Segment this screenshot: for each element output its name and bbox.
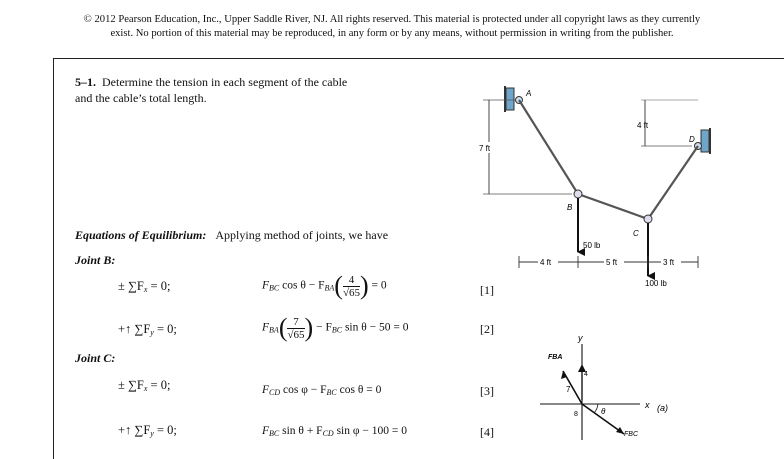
equation-4 <box>262 425 407 438</box>
c-sum-fx-sub: x <box>143 384 148 393</box>
eq1-tail: = 0 <box>368 279 387 292</box>
sum-fx-rest: = 0; <box>147 279 171 293</box>
joint-b-sum-fx <box>118 279 170 294</box>
fbd-label-fba: FBA <box>548 354 563 361</box>
label-a: A <box>526 89 532 98</box>
equation-2: $F_{BA}$( $\frac{7}{√65}$ ) − $F_{BC}$ sin θ − 50 = 0 <box>262 313 409 342</box>
eq1-denominator: √65 <box>342 286 360 299</box>
eq2-mid-sub: BC <box>331 325 343 335</box>
label-c: C <box>633 229 639 238</box>
c-sum-fy-sub: y <box>150 429 154 438</box>
eq2-fraction <box>287 316 304 341</box>
sum-fx-sub: x <box>143 285 148 294</box>
fbd-label-4: 4 <box>584 371 588 378</box>
equilibrium-title: Equations of Equilibrium: <box>75 228 207 242</box>
eq2-f1-sub: BA <box>269 325 279 335</box>
sum-fy-sub: y <box>150 328 154 337</box>
equilibrium-intro: Applying method of joints, we have <box>215 228 389 242</box>
sum-fy-label: +↑ ∑F <box>118 322 151 336</box>
equation-3-number: [3] <box>480 384 494 398</box>
problem-statement <box>75 74 347 106</box>
copyright-notice <box>0 13 784 41</box>
eq1-f1-sub: BC <box>269 283 280 293</box>
joint-b <box>574 190 582 198</box>
fbd-label-x: x <box>645 400 650 410</box>
eq4-f1-sub: BC <box>269 429 280 438</box>
joint-c-sum-fx <box>118 378 170 393</box>
fbd-label-8: 8 <box>574 411 578 418</box>
fbd-label-y: y <box>578 333 583 343</box>
equation-4-number: [4] <box>480 425 494 439</box>
fbd-label-fbc: FBC <box>624 431 638 438</box>
dim-5ft: 5 ft <box>606 258 618 267</box>
label-d: D <box>689 135 695 144</box>
problem-text-line-1: Determine the tension in each segment of the cable <box>102 75 348 89</box>
eq3-mid: cos φ − F <box>280 384 327 396</box>
eq1-numerator: 4 <box>343 274 360 287</box>
joint-c-sum-fy <box>118 423 177 438</box>
joint-b-sum-fy <box>118 322 177 337</box>
equilibrium-heading <box>75 228 388 243</box>
fbd-label-theta: θ <box>601 407 606 416</box>
eq2-f1: F <box>262 321 270 334</box>
eq1-f2-sub: BA <box>324 283 335 293</box>
free-body-diagram <box>535 330 705 441</box>
joint-c-title: Joint C: <box>75 351 116 365</box>
eq2-tail: sin θ − 50 = 0 <box>342 321 409 334</box>
eq2-numerator: 7 <box>287 316 304 329</box>
c-sum-fy-label: +↑ ∑F <box>118 423 151 437</box>
dim-4ft-right: 4 ft <box>637 121 649 130</box>
eq2-denominator: √65 <box>287 328 305 341</box>
cable <box>519 100 698 219</box>
dim-7ft: 7 ft <box>479 144 491 153</box>
load-b-label: 50 lb <box>583 241 601 250</box>
eq4-mid: sin θ + F <box>279 425 323 437</box>
c-sum-fx-rest: = 0; <box>147 378 171 392</box>
eq4-f1: F <box>262 425 270 437</box>
equation-3 <box>262 384 381 397</box>
support-a <box>505 86 523 112</box>
equation-2-number: [2] <box>480 322 494 336</box>
c-sum-fy-rest: = 0; <box>153 423 177 437</box>
eq3-tail: cos θ = 0 <box>336 384 382 396</box>
fbd-label-7: 7 <box>566 385 571 394</box>
equation-1-number: [1] <box>480 283 494 297</box>
problem-text-line-2: and the cable’s total length. <box>75 91 207 105</box>
dim-4ft: 4 ft <box>540 258 552 267</box>
eq4-tail: sin φ − 100 = 0 <box>333 425 407 437</box>
load-c-label: 100 lb <box>645 279 667 288</box>
support-d <box>695 128 711 154</box>
eq1-fraction <box>343 274 360 299</box>
eq3-f1-sub: CD <box>269 388 281 397</box>
cable-figure <box>470 80 730 290</box>
dim-3ft: 3 ft <box>663 258 675 267</box>
copyright-line-1: © 2012 Pearson Education, Inc., Upper Saddle River, NJ. All rights reserved. This material is protected under all copyright laws as they currently <box>83 14 701 25</box>
problem-number: 5–1. <box>75 75 96 89</box>
eq2-mid: − F <box>313 321 332 334</box>
label-b: B <box>567 203 573 212</box>
fbd-label-a: (a) <box>657 403 668 413</box>
eq3-f1: F <box>262 384 270 396</box>
eq1-mid: cos θ − F <box>279 279 325 292</box>
c-sum-fx-label: ± ∑F <box>118 378 144 392</box>
sum-fy-rest: = 0; <box>153 322 177 336</box>
copyright-line-2: exist. No portion of this material may be reproduced, in any form or by any means, without permission in writing from the publisher. <box>110 28 674 39</box>
equation-1: $F_{BC}$ $\cos \theta - F_{BA}$( $\frac{4}{√65}$ ) = 0 <box>262 271 387 300</box>
joint-c <box>644 215 652 223</box>
eq1-f1: F <box>262 279 270 292</box>
eq4-f2-sub: CD <box>322 429 334 438</box>
eq3-f2-sub: BC <box>326 388 337 397</box>
sum-fx-label: ± ∑F <box>118 279 144 293</box>
joint-b-title: Joint B: <box>75 253 116 267</box>
